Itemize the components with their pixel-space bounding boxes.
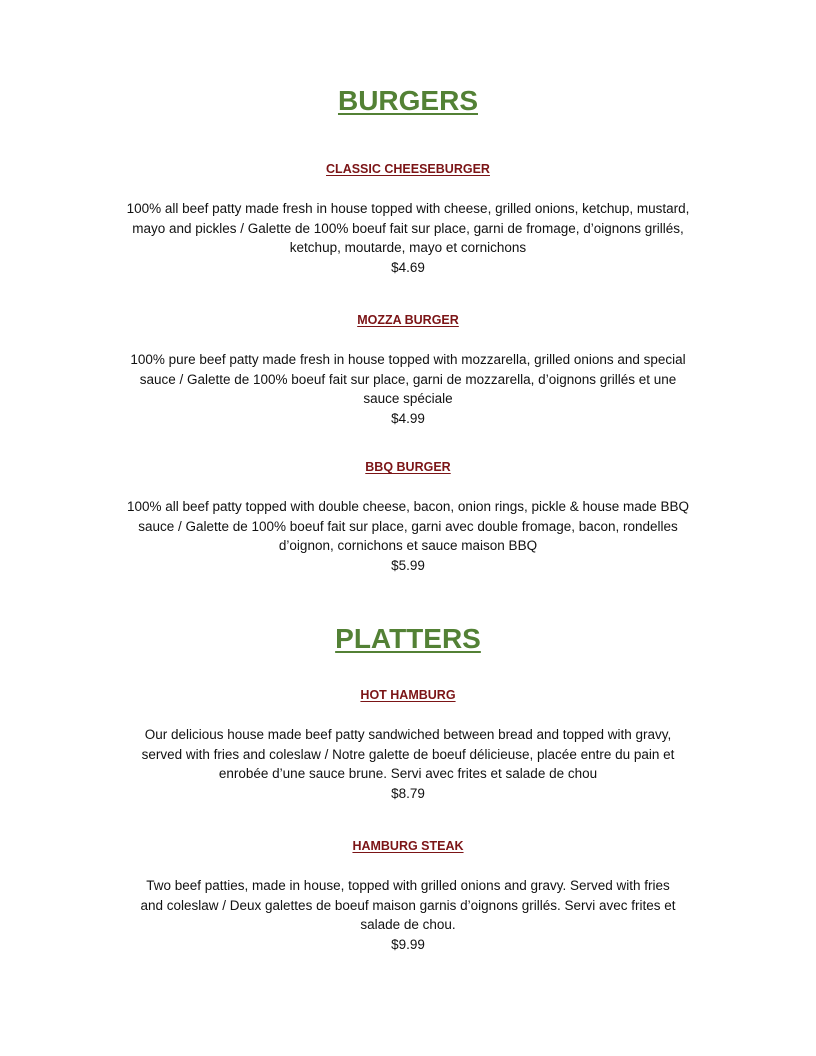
menu-item-mozza-burger	[0, 312, 816, 428]
menu-item-description: 100% all beef patty made fresh in house topped with cheese, grilled onions, ketchup, mustard, mayo and pickles / Galette de 100% boeuf fait sur place, garni de fromage, d’oignons grillés, ketchup, moutarde, mayo et cornichons	[126, 201, 690, 255]
menu-item-classic-cheeseburger	[0, 161, 816, 277]
menu-item-name: MOZZA BURGER	[357, 313, 459, 327]
menu-item-description: 100% all beef patty topped with double cheese, bacon, onion rings, pickle & house made BBQ sauce / Galette de 100% boeuf fait sur place, garni avec double fromage, bacon, rondelles d’oignon, cornichons et sauce maison BBQ	[126, 499, 690, 553]
menu-item-description: Our delicious house made beef patty sandwiched between bread and topped with gravy, served with fries and coleslaw / Notre galette de boeuf délicieuse, placée entre du pain et enrobée d’une sauce brune. Servi avec frites et salade de chou	[141, 727, 675, 781]
menu-item-price: $4.69	[391, 259, 425, 275]
menu-item-hot-hamburg	[0, 687, 816, 803]
menu-item-description: Two beef patties, made in house, topped with grilled onions and gravy. Served with fries and coleslaw / Deux galettes de boeuf maison garnis d’oignons grillés. Servi avec frites et salade de chou.	[140, 878, 676, 932]
menu-item-name: CLASSIC CHEESEBURGER	[326, 162, 490, 176]
menu-item-name: BBQ BURGER	[365, 460, 451, 474]
menu-item-bbq-burger	[0, 459, 816, 575]
menu-item-description: 100% pure beef patty made fresh in house topped with mozzarella, grilled onions and special sauce / Galette de 100% boeuf fait sur place, garni de mozzarella, d’oignons grillés et une sauce spéciale	[130, 352, 686, 406]
menu-item-hamburg-steak	[0, 838, 816, 954]
section-title-platters: PLATTERS	[335, 623, 481, 654]
menu-item-price: $5.99	[391, 557, 425, 573]
section-title-burgers: BURGERS	[337, 85, 478, 116]
menu-item-price: $4.99	[391, 410, 425, 426]
menu-item-name: HOT HAMBURG	[360, 688, 456, 702]
menu-item-price: $8.79	[391, 785, 425, 801]
menu-item-price: $9.99	[391, 936, 425, 952]
menu-item-name: HAMBURG STEAK	[352, 839, 464, 853]
